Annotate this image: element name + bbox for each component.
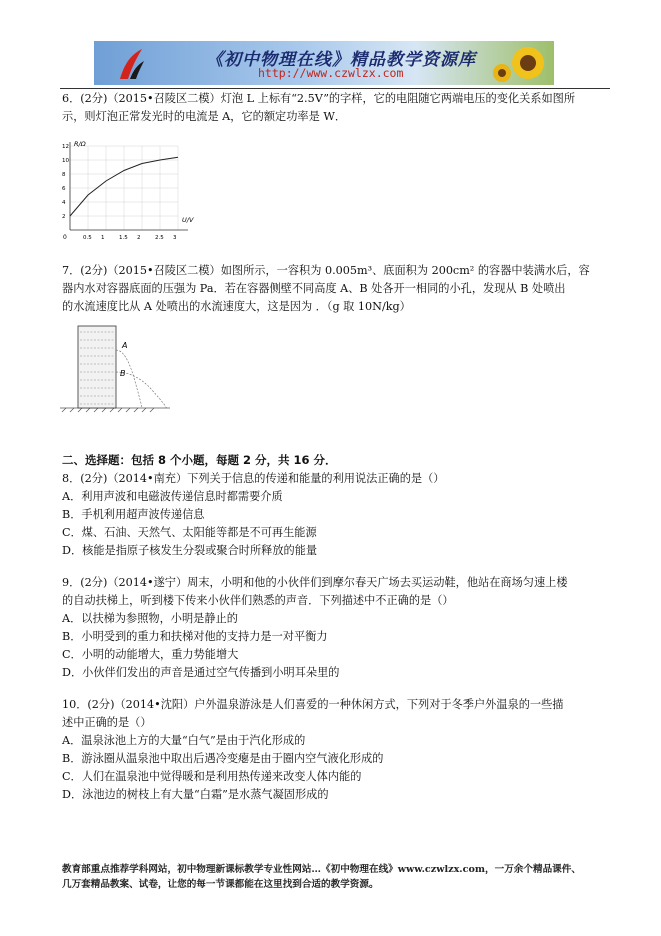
chart-x-tick-label: 1 [101,235,105,241]
question-8-stem: 8．(2分)（2014•南充）下列关于信息的传递和能量的利用说法正确的是（） [62,472,445,485]
page-footer [62,862,602,892]
footer-line-1: 教育部重点推荐学科网站，初中物理新课标教学专业性网站…《初中物理在线》www.czwlzx.com，一万余个精品课件、 [62,864,581,875]
chart-x-tick-label: 3 [173,235,177,241]
question-9-option-a: A．以扶梯为参照物，小明是静止的 [62,612,238,625]
question-8-option-d: D．核能是指原子核发生分裂或聚合时所释放的能量 [62,544,318,557]
hole-a-label: A [122,341,128,350]
chart-grid [70,146,178,230]
chart-y-tick-label: 10 [62,158,69,164]
hole-b-label: B [120,369,126,378]
chart-origin-label: 0 [63,234,67,241]
chart-y-tick-label: 8 [62,172,66,178]
question-8-option-c: C．煤、石油、天然气、太阳能等都是不可再生能源 [62,526,317,539]
question-10-option-b: B．游泳圈从温泉池中取出后遇冷变瘪是由于圈内空气液化形成的 [62,752,384,765]
banner-title: 《初中物理在线》精品教学资源库 [206,50,476,70]
question-8-option-b: B．手机利用超声波传递信息 [62,508,205,521]
question-10-line-1: 10．(2分)（2014•沈阳）户外温泉游泳是人们喜爱的一种休闲方式，下列对于冬季户外温泉的一些描 [62,698,564,711]
chart-x-tick-label: 2 [137,235,141,241]
chart-y-tick-label: 12 [62,144,69,150]
site-logo-icon [116,45,146,81]
section-title: 二、选择题：包括 8 个小题，每题 2 分，共 16 分． [62,453,337,467]
question-10 [62,696,602,804]
question-9-option-b: B．小明受到的重力和扶梯对他的支持力是一对平衡力 [62,630,328,643]
chart-y-ticks [62,144,69,220]
question-6-line-1: 6．(2分)（2015•召陵区二模）灯泡 L 上标有“2.5V”的字样，它的电阻随它两端电压的变化关系如图所 [62,92,576,105]
chart-x-tick-label: 1.5 [119,235,128,241]
container [78,326,116,408]
footer-line-2: 几万套精品教案、试卷，让您的每一节课都能在这里找到合适的教学资源。 [62,879,379,890]
header-rule [60,88,610,89]
chart-y-axis-label: R/Ω [74,140,86,148]
question-7-line-2: 器内水对容器底面的压强为 Pa．若在容器侧壁不同高度 A、B 处各开一相同的小孔，发现从 B 处喷出 [62,282,566,295]
question-9-line-1: 9．(2分)（2014•遂宁）周末，小明和他的小伙伴们到摩尔春天广场去买运动鞋，他站在商场匀速上楼 [62,576,568,589]
water-container-figure [60,320,210,420]
question-9-option-d: D．小伙伴们发出的声音是通过空气传播到小明耳朵里的 [62,666,340,679]
chart-y-tick-label: 4 [62,200,66,206]
question-7-line-1: 7．(2分)（2015•召陵区二模）如图所示，一容积为 0.005m³、底面积为 200cm² 的容器中装满水后，容 [62,264,590,277]
chart-x-tick-label: 0.5 [83,235,92,241]
header-banner [94,41,554,85]
ground-hatching [60,408,170,412]
chart-x-axis-label: U/V [182,216,194,224]
sunflower-icon [490,43,550,83]
question-10-option-c: C．人们在温泉池中觉得暖和是利用热传递来改变人体内能的 [62,770,362,783]
chart-x-ticks [83,235,177,241]
resistance-voltage-chart [62,138,202,246]
question-8 [62,470,602,560]
chart-x-tick-label: 2.5 [155,235,164,241]
question-7 [62,262,602,316]
chart-y-tick-label: 6 [62,186,66,192]
question-7-line-3: 的水流速度比从 A 处喷出的水流速度大，这是因为 ．（g 取 10N/kg） [62,300,411,313]
question-9 [62,574,602,682]
question-9-line-2: 的自动扶梯上，听到楼下传来小伙伴们熟悉的声音．下列描述中不正确的是（） [62,594,454,607]
question-10-option-a: A．温泉泳池上方的大量“白气”是由于汽化形成的 [62,734,306,747]
banner-url: http://www.czwlzx.com [258,66,404,80]
question-8-option-a: A．利用声波和电磁波传递信息时都需要介质 [62,490,283,503]
chart-y-tick-label: 2 [62,214,66,220]
question-6 [62,90,602,126]
water-jet-a [116,350,142,408]
question-10-line-2: 述中正确的是（） [62,716,152,729]
question-6-line-2: 示，则灯泡正常发光时的电流是 A，它的额定功率是 W． [62,110,347,123]
question-10-option-d: D．泳池边的树枝上有大量“白霜”是水蒸气凝固形成的 [62,788,329,801]
question-9-option-c: C．小明的动能增大，重力势能增大 [62,648,239,661]
